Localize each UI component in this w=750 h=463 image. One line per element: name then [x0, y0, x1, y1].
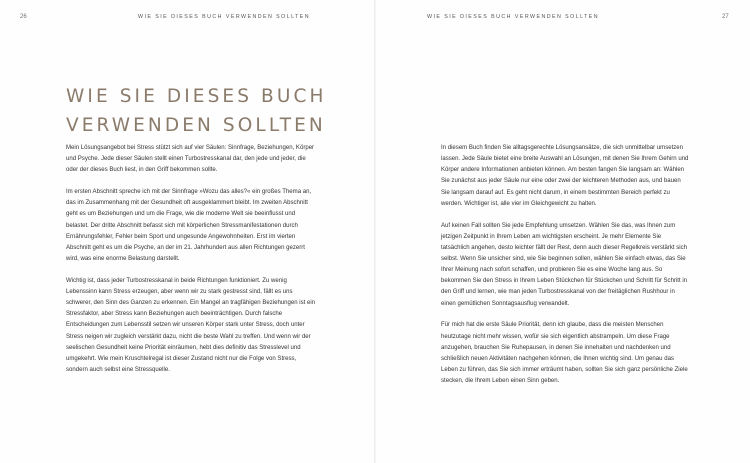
chapter-title: [66, 82, 327, 140]
body-text: [66, 143, 316, 387]
paragraph: In diesem Buch finden Sie alltagsgerechte Lösungsansätze, die sich unmittelbar umsetzen lassen. Jede Säule bietet eine breite Auswahl an Lösungen, mit denen Sie Ihrem Gehirn und Körper andere Informationen anbieten können. Am besten fangen Sie langsam an: Wählen Sie zunächst aus jeder Säule nur eine oder zwei der leichteren Methoden aus, und bauen Sie langsam darauf auf. Es geht nicht darum, in einem bestimmten Bereich perfekt zu werden. Wichtiger ist, alle vier im Gleichgewicht zu halten.: [441, 145, 689, 207]
chapter-title-line: WIE SIE DIESES BUCH: [66, 86, 327, 107]
body-text: [441, 143, 691, 398]
paragraph: Für mich hat die erste Säule Priorität, denn ich glaube, dass die meisten Menschen heutzutage nicht mehr wissen, wofür sie sich eigentlich abstrampeln. Um diese Frage anzugehen, brauchen Sie Ruhepausen, in denen Sie innehalten und nachdenken und schließlich neuen Aktivitäten nachgehen können, die Ihnen wichtig sind. Um genau das Leben zu führen, das Sie sich immer erträumt haben, sollten Sie sich ganz persönliche Ziele stecken, die Ihrem Leben einen Sinn geben.: [441, 322, 688, 385]
paragraph: Auf keinen Fall sollten Sie jede Empfehlung umsetzen. Wählen Sie das, was Ihnen zum jetzigen Zeitpunkt in Ihrem Leben am wichtigsten erscheint. Je mehr Elemente Sie tatsächlich angehen, desto leichter fällt der Rest, denn auch dieser Regelkreis verstärkt sich selbst. Wenn Sie unsicher sind, wie Sie beginnen sollen, wählen Sie einfach etwas, das Sie Ihrer Meinung nach sofort schaffen, und probieren Sie es eine Woche lang aus. So bekommen Sie den Stress in Ihrem Leben Stückchen für Stückchen und Schritt für Schritt in den Griff und lernen, wie man jeden Turbostresskanal von der freitäglichen Rushhour in einen gemütlichen Sonntagsausflug verwandelt.: [441, 222, 688, 307]
paragraph: Wichtig ist, dass jeder Turbostresskanal in beide Richtungen funktioniert. Zu wenig Lebenssinn kann Stress erzeugen, aber wenn wir zu stark gestresst sind, fällt es uns schwerer, den Sinn des Ganzen zu erkennen. Ein Mangel an tragfähigen Beziehungen ist ein Stressfaktor, aber Stress kann Beziehungen auch beeinträchtigen. Durch falsche Entscheidungen zum Lebensstil setzen wir unseren Körper stark unter Stress, doch unter Stress neigen wir zugleich verstärkt dazu, nicht die beste Wahl zu treffen. Und wenn wir der seelischen Gesundheit keine Priorität einräumen, hebt dies definitiv das Stresslevel und umgekehrt. Wie mein Kruschtelregal ist dieser Zustand nicht nur die Folge von Stress, sondern auch selbst eine Stressquelle.: [66, 277, 316, 373]
paragraph: Im ersten Abschnitt spreche ich mit der Sinnfrage »Wozu das alles?« ein großes Thema an, das im Zusammenhang mit der Gesundheit oft ausgeklammert bleibt. Im zweiten Abschnitt geht es um Beziehungen und um die Frage, wie die moderne Welt sie beeinflusst und belastet. Der dritte Abschnitt befasst sich mit körperlichen Stressmanifestationen durch Ernährungsfehler, Fehler beim Sport und ungesunde Angewohnheiten. Erst im vierten Abschnitt geht es um die Psyche, an der im 21. Jahrhundert aus allen Richtungen gezerrt wird, was eine enorme Belastung darstellt.: [66, 189, 312, 262]
chapter-title-line: VERWENDEN SOLLTEN: [66, 115, 326, 136]
right-page: [375, 0, 750, 463]
running-head: WIE SIE DIESES BUCH VERWENDEN SOLLTEN: [138, 14, 311, 20]
page-number: 26: [20, 14, 27, 20]
page-number: 27: [722, 14, 729, 20]
running-head: WIE SIE DIESES BUCH VERWENDEN SOLLTEN: [427, 14, 600, 20]
paragraph: Mein Lösungsangebot bei Stress stützt sich auf vier Säulen: Sinnfrage, Beziehungen, Körper und Psyche. Jede dieser Säulen stellt einen Turbostresskanal dar, den jede und jeder, die oder der dieses Buch liest, in den Griff bekommen sollte.: [66, 145, 315, 174]
